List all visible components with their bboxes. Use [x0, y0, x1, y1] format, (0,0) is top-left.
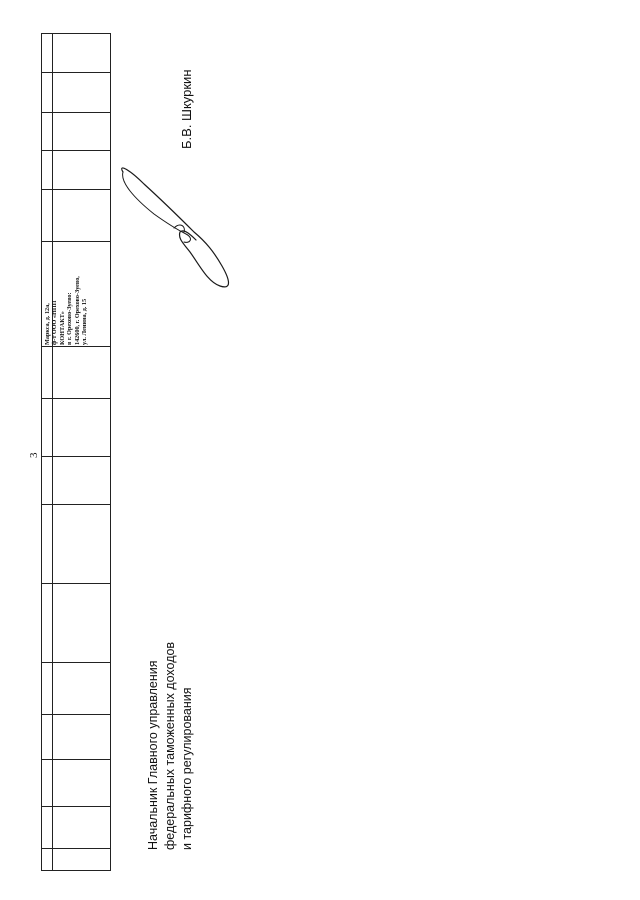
address-line: Марксa, д. 12а, — [44, 303, 51, 345]
position-line: федеральных таможенных доходов — [163, 641, 177, 850]
table-row-divider — [42, 759, 110, 760]
table-row-divider — [42, 662, 110, 663]
position-line: и тарифного регулирования — [180, 687, 194, 850]
signer-position — [145, 642, 196, 850]
table-row-divider — [42, 150, 110, 151]
table-row-divider — [42, 583, 110, 584]
table-row-divider — [42, 504, 110, 505]
address-line: ул. Ленина, д. 15 — [81, 298, 89, 345]
table-column-divider — [52, 34, 53, 870]
table-row-divider — [42, 806, 110, 807]
signer-name: Б.В. Шкуркин — [179, 69, 194, 149]
table-row-divider — [42, 112, 110, 113]
table-row-divider — [42, 714, 110, 715]
table-row-divider — [42, 189, 110, 190]
table-row-divider — [42, 398, 110, 399]
table-row-divider — [42, 456, 110, 457]
address-line: ф-т ООО «НПП — [51, 300, 59, 345]
handwritten-signature — [114, 162, 236, 296]
table-address-cell — [44, 276, 88, 345]
table-row-divider — [42, 346, 110, 347]
table-row-divider — [42, 848, 110, 849]
address-line: КОНТАКТ» — [58, 311, 66, 345]
page-number: 3 — [28, 452, 40, 458]
data-table — [41, 33, 111, 871]
address-line: 142600, г. Орехово-Зуево, — [73, 276, 81, 345]
table-row-divider — [42, 72, 110, 73]
address-line: в г. Орехово-Зуево: — [66, 292, 74, 345]
position-line: Начальник Главного управления — [146, 660, 160, 850]
table-row-divider — [42, 241, 110, 242]
